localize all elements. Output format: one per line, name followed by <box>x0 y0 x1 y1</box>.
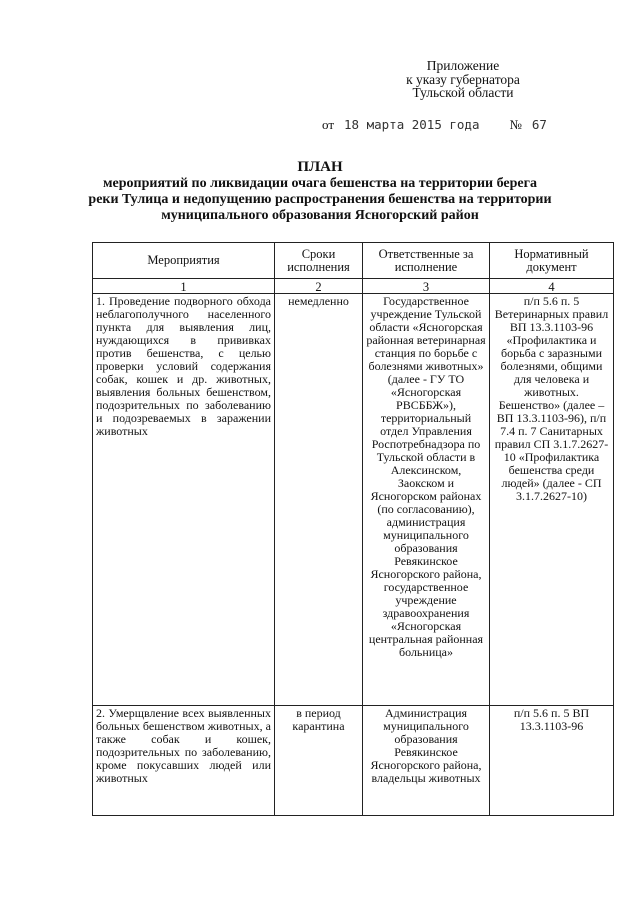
header-responsible: Ответственные за исполнение <box>363 243 490 279</box>
deadline-cell: немедленно <box>275 294 363 706</box>
plan-subtitle-line-3: муниципального образования Ясногорский район <box>161 208 479 223</box>
appendix-decree: к указу губернатора <box>406 71 520 87</box>
column-number-row <box>93 279 614 294</box>
header-document: Нормативный документ <box>490 243 614 279</box>
header-deadline: Сроки исполнения <box>275 243 363 279</box>
header-measures: Мероприятия <box>93 243 275 279</box>
column-number: 1 <box>93 279 275 294</box>
plan-title <box>80 159 560 224</box>
column-number: 3 <box>363 279 490 294</box>
measure-cell: 2. Умерщвление всех выявленных больных бешенством животных, а также собак и кошек, подозрительных по заболеванию, кроме покусавших людей или животных <box>93 706 275 816</box>
decree-date-line <box>322 117 547 133</box>
deadline-cell: в период карантина <box>275 706 363 816</box>
decree-number: 67 <box>531 117 547 132</box>
responsible-cell: Администрация муниципального образования Ревякинское Ясногорского района, владельцы животных <box>363 706 490 816</box>
plan-subtitle-line-2: реки Тулица и недопущению распространения бешенства на территории <box>88 192 552 207</box>
number-label: № <box>509 117 522 132</box>
decree-date: 18 марта 2015 года <box>344 117 480 132</box>
column-number: 4 <box>490 279 614 294</box>
plan-subtitle-line-1: мероприятий по ликвидации очага бешенства на территории берега <box>103 176 537 191</box>
table-row <box>93 294 614 706</box>
table-row <box>93 706 614 816</box>
responsible-cell: Государственное учреждение Тульской области «Ясногорская районная ветеринарная станция по борьбе с болезнями животных» (далее - ГУ ТО «Ясногорская РВСББЖ»), территориальный отдел Управления Роспотребнадзора по Тульской области в Алексинском, Заокском и Ясногорском районах (по согласованию), администрация муниципального образования Ревякинское Ясногорского района, государственное учреждение здравоохранения «Ясногорская центральная районная больница» <box>363 294 490 706</box>
table-header-row <box>93 243 614 279</box>
measures-table <box>92 242 614 816</box>
document-cell: п/п 5.6 п. 5 Ветеринарных правил ВП 13.3.1103-96 «Профилактика и борьба с заразными болезнями, общими для человека и животных. Бешенство» (далее – ВП 13.3.1103-96), п/п 7.4 п. 7 Санитарных правил СП 3.1.7.2627-10 «Профилактика бешенства среди людей» (далее - СП 3.1.7.2627-10) <box>490 294 614 706</box>
measure-cell: 1. Проведение подворного обхода неблагополучного населенного пункта для выявления лиц, нуждающихся в прививках против бешенства, с целью проверки условий содержания собак, кошек и др. животных, выявления больных бешенством, подозрительных по заболеванию и подозреваемых в заражении животных <box>93 294 275 706</box>
appendix-region: Тульской области <box>412 85 514 100</box>
date-from-label: от <box>322 117 335 132</box>
document-cell: п/п 5.6 п. 5 ВП 13.3.1103-96 <box>490 706 614 816</box>
appendix-title: Приложение <box>426 58 500 73</box>
column-number: 2 <box>275 279 363 294</box>
plan-heading: ПЛАН <box>297 159 343 175</box>
appendix-block <box>388 59 538 100</box>
